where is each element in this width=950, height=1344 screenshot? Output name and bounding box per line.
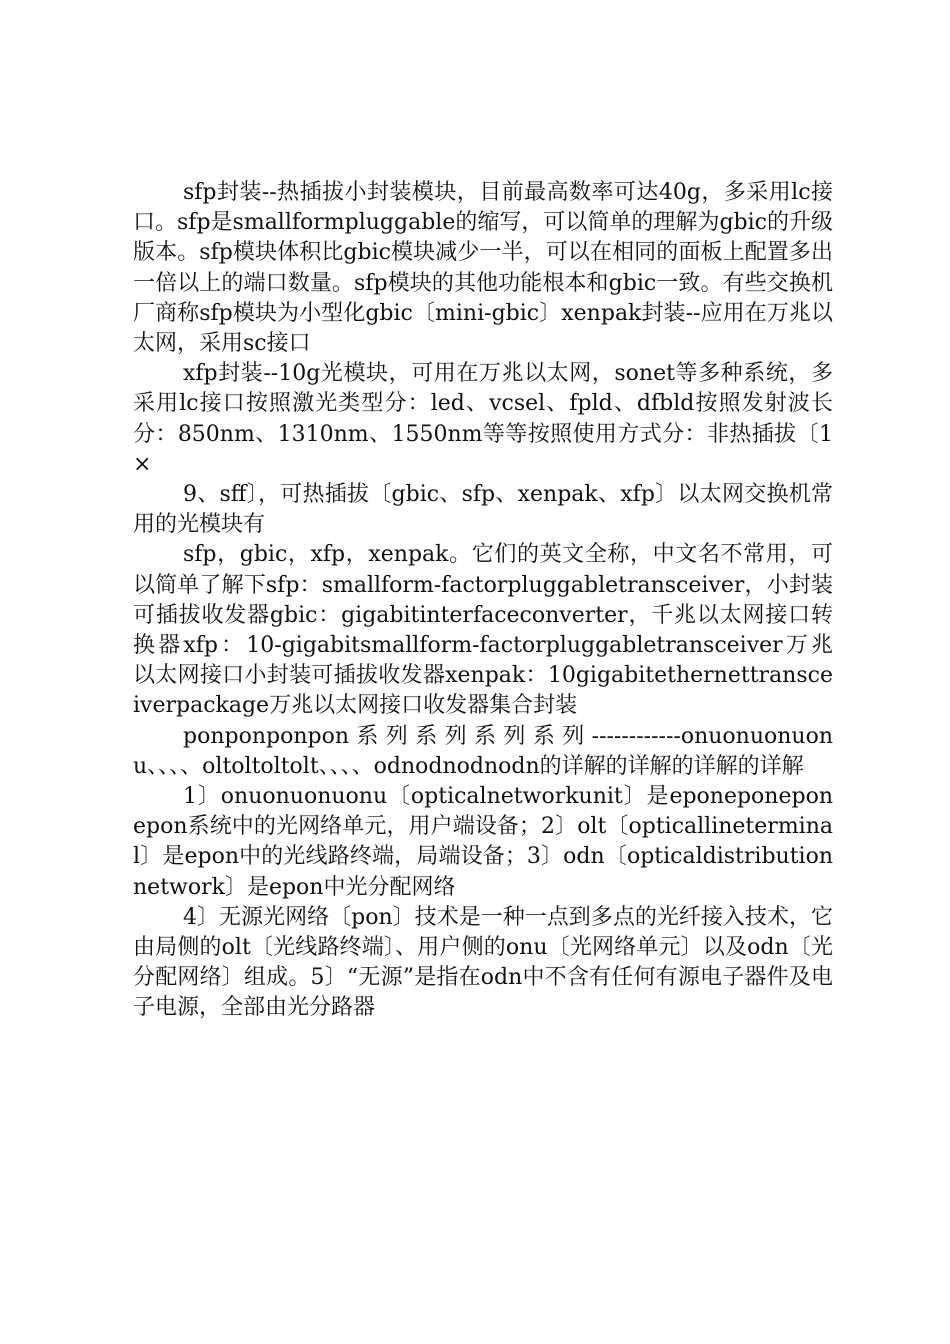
paragraph-onu-olt-odn: 1〕onuonuonuonu〔opticalnetworkunit〕是eponeponeponepon系统中的光网络单元，用户端设备；2〕olt〔opticallineterminal〕是epon中的光线路终端，局端设备；3〕odn〔opticaldistributionnetwork〕是epon中光分配网络 — [133, 784, 833, 900]
paragraph-xfp: xfp封装--10g光模块，可用在万兆以太网，sonet等多种系统，多采用lc接口按照激光类型分：led、vcsel、fpld、dfbld按照发射波长分：850nm、1310nm、1550nm等等按照使用方式分：非热插拔〔1× — [133, 361, 833, 477]
paragraph-pon-heading: ponponponpon系列系列系列系列------------onuonuonuonu、、、、oltoltoltolt、、、、odnodnodnodn的详解的详解的详解的详解 — [133, 723, 833, 779]
body-text — [133, 178, 833, 1024]
paragraph-sfp: sfp封装--热插拔小封装模块，目前最高数率可达40g，多采用lc接口。sfp是smallformpluggable的缩写，可以简单的理解为gbic的升级版本。sfp模块体积比gbic模块减少一半，可以在相同的面板上配置多出一倍以上的端口数量。sfp模块的其他功能根本和gbic一致。有些交换机厂商称sfp模块为小型化gbic〔mini-gbic〕xenpak封装--应用在万兆以太网，采用sc接口 — [133, 180, 833, 357]
paragraph-module-names: sfp，gbic，xfp，xenpak。它们的英文全称，中文名不常用，可以简单了解下sfp：smallform-factorpluggabletransceiver，小封装可插拔收发器gbic：gigabitinterfaceconverter，千兆以太网接口转换器xfp：10-gigabitsmallform-factorpluggabletransceiver万兆以太网接口小封装可插拔收发器xenpak：10gigabitethernettransceiverpackage万兆以太网接口收发器集合封装 — [133, 542, 833, 719]
paragraph-sff: 9、sff〕，可热插拔〔gbic、sfp、xenpak、xfp〕以太网交换机常用的光模块有 — [133, 482, 833, 538]
paragraph-passive-network: 4〕无源光网络〔pon〕技术是一种一点到多点的光纤接入技术，它由局侧的olt〔光线路终端〕、用户侧的onu〔光网络单元〕以及odn〔光分配网络〕组成。5〕“无源”是指在odn中不含有任何有源电子器件及电子电源，全部由光分路器 — [133, 904, 833, 1021]
